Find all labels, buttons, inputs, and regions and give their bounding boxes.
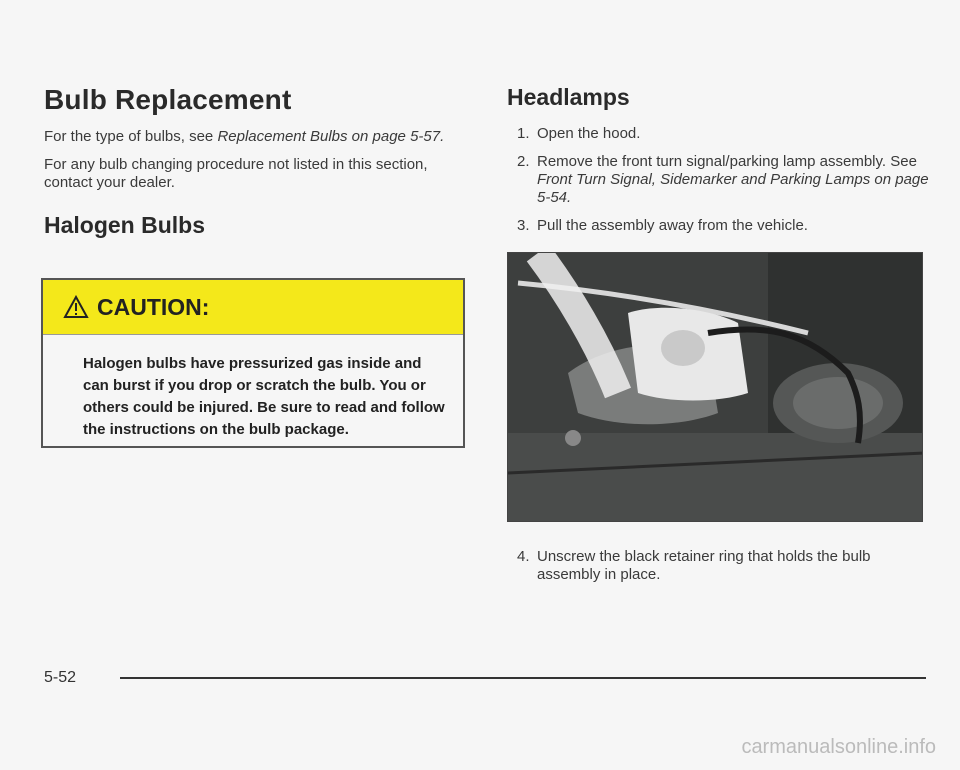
watermark: carmanualsonline.info [741, 736, 936, 758]
list-item: 1. Open the hood. [517, 125, 641, 142]
bulb-type-paragraph: For the type of bulbs, see Replacement Bulbs on page 5-57. [44, 128, 445, 145]
caution-title: CAUTION: [97, 293, 210, 320]
footer-divider [120, 677, 926, 679]
front-turn-signal-ref: Front Turn Signal, Sidemarker and Parking Lamps on page 5-54. [537, 171, 929, 206]
caution-text: Halogen bulbs have pressurized gas inside and can burst if you drop or scratch the bulb. You or others could be injured. Be sure to read and follow the instructions on the bulb package. [83, 355, 445, 438]
list-item: 3. Pull the assembly away from the vehicle. [517, 217, 808, 234]
page-title: Bulb Replacement [44, 84, 292, 115]
caution-header [43, 280, 463, 335]
headlamp-photo-illustration [508, 253, 923, 522]
caution-box [41, 278, 465, 448]
headlamps-heading: Headlamps [507, 84, 630, 110]
dealer-paragraph: For any bulb changing procedure not listed in this section, contact your dealer. [44, 156, 428, 191]
right-column [507, 84, 932, 245]
list-item: 4. Unscrew the black retainer ring that holds the bulb assembly in place. [517, 548, 871, 583]
left-column [44, 84, 474, 239]
step4-container [507, 548, 932, 594]
list-item: 2. Remove the front turn signal/parking lamp assembly. See Front Turn Signal, Sidemarker and Parking Lamps on page 5-54. [517, 153, 929, 206]
headlamp-photo [507, 252, 923, 522]
halogen-heading: Halogen Bulbs [44, 212, 206, 238]
warning-triangle-icon [63, 295, 89, 319]
replacement-bulbs-ref: Replacement Bulbs on page 5-57. [217, 128, 445, 145]
steps-list [507, 125, 932, 235]
page-number: 5-52 [44, 669, 77, 686]
